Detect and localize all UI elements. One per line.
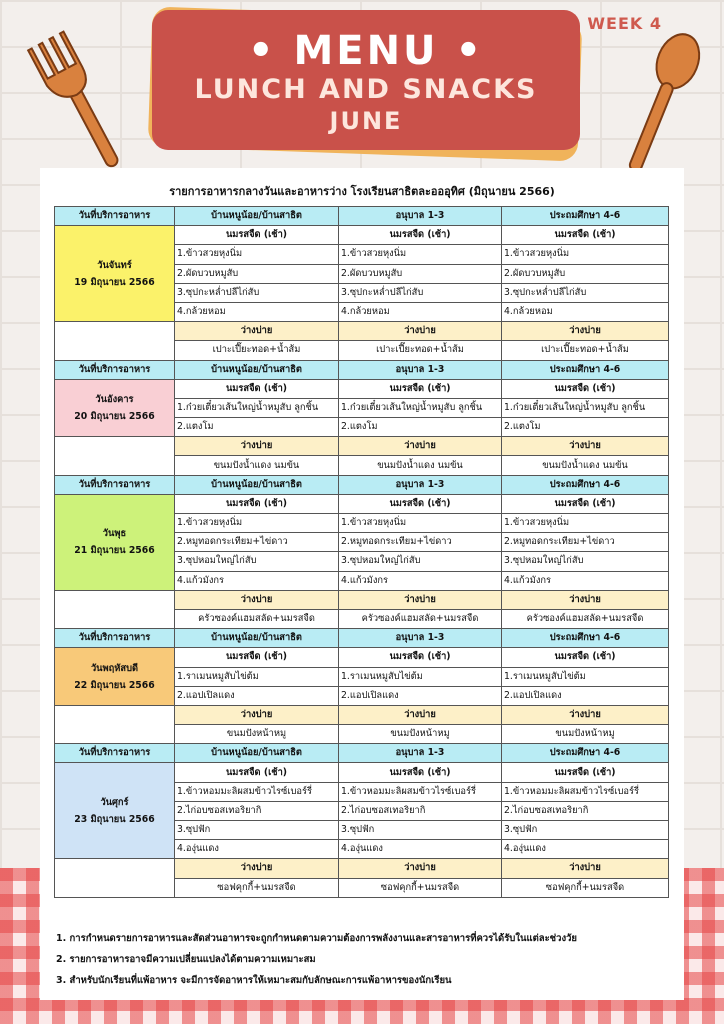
menu-item: 2.ผัดบวบหมูสับ [175, 264, 339, 283]
morning-cell: นมรสจืด (เช้า) [175, 763, 339, 782]
snack-item: ขนมปังน้ำแดง นมข้น [502, 456, 669, 475]
header-service-day: วันที่บริการอาหาร [55, 207, 175, 226]
snack-label: ว่างบ่าย [339, 590, 502, 609]
day-cell-wednesday [55, 494, 175, 590]
day-name: วันพฤหัสบดี [90, 662, 139, 674]
header-row [55, 207, 669, 226]
snack-label: ว่างบ่าย [175, 705, 339, 724]
note-2: 2. รายการอาหารอาจมีความเปลี่ยนแปลงได้ตามความเหมาะสม [56, 954, 316, 965]
menu-item: 4.องุ่นแดง [175, 840, 339, 859]
header-col3: ประถมศึกษา 4-6 [502, 744, 669, 763]
menu-item: 1.ข้าวสวยหุงนิ่ม [175, 514, 339, 533]
menu-item: 2.หมูทอดกระเทียม+ไข่ดาว [502, 533, 669, 552]
snack-label: ว่างบ่าย [175, 437, 339, 456]
snack-item: ขนมปังหน้าหมู [339, 725, 502, 744]
header-col1: บ้านหนูน้อย/บ้านสาธิต [175, 207, 339, 226]
morning-cell: นมรสจืด (เช้า) [502, 226, 669, 245]
menu-item: 3.ซุปกะหล่ำปลีไก่สับ [175, 283, 339, 302]
morning-cell: นมรสจืด (เช้า) [339, 763, 502, 782]
header-col3: ประถมศึกษา 4-6 [502, 629, 669, 648]
snack-label: ว่างบ่าย [502, 859, 669, 878]
morning-cell: นมรสจืด (เช้า) [502, 379, 669, 398]
morning-row [55, 494, 669, 513]
menu-title: • MENU • [247, 28, 485, 74]
snack-label: ว่างบ่าย [339, 859, 502, 878]
menu-item: 3.ซุปกะหล่ำปลีไก่สับ [502, 283, 669, 302]
snack-label-row [55, 859, 669, 878]
menu-item: 1.ข้าวสวยหุงนิ่ม [175, 245, 339, 264]
menu-item: 1.ข้าวสวยหุงนิ่ม [339, 514, 502, 533]
morning-cell: นมรสจืด (เช้า) [502, 763, 669, 782]
empty-cell [55, 437, 175, 475]
menu-item: 1.ราเมนหมูสับไข่ต้ม [175, 667, 339, 686]
menu-item: 4.กล้วยหอม [339, 302, 502, 321]
snack-label: ว่างบ่าย [502, 437, 669, 456]
header-col2: อนุบาล 1-3 [339, 360, 502, 379]
header-col1: บ้านหนูน้อย/บ้านสาธิต [175, 360, 339, 379]
menu-item: 4.แก้วมังกร [502, 571, 669, 590]
morning-cell: นมรสจืด (เช้า) [175, 648, 339, 667]
title-banner [152, 10, 580, 150]
empty-cell [55, 705, 175, 743]
snack-label-row [55, 590, 669, 609]
day-date: 20 มิถุนายน 2566 [74, 410, 155, 422]
header-row [55, 629, 669, 648]
morning-row [55, 763, 669, 782]
header-col3: ประถมศึกษา 4-6 [502, 207, 669, 226]
header-col1: บ้านหนูน้อย/บ้านสาธิต [175, 744, 339, 763]
snack-item: ครัวซองค์แฮมสลัด+นมรสจืด [175, 609, 339, 628]
day-cell-monday [55, 226, 175, 322]
day-name: วันศุกร์ [100, 796, 129, 808]
menu-item: 1.ข้าวหอมมะลิผสมข้าวไรซ์เบอร์รี่ [339, 782, 502, 801]
snack-item: ซอฟคุกกี้+นมรสจืด [502, 878, 669, 897]
header-col2: อนุบาล 1-3 [339, 207, 502, 226]
menu-item: 2.ไก่อบซอสเทอริยากิ [175, 801, 339, 820]
snack-label: ว่างบ่าย [502, 590, 669, 609]
document-title: รายการอาหารกลางวันและอาหารว่าง โรงเรียนสาธิตละอออุทิศ (มิถุนายน 2566) [169, 185, 555, 198]
header-col3: ประถมศึกษา 4-6 [502, 475, 669, 494]
snack-item: ขนมปังหน้าหมู [502, 725, 669, 744]
snack-label-row [55, 705, 669, 724]
header-row [55, 475, 669, 494]
menu-item: 3.ซุปฟัก [175, 821, 339, 840]
day-date: 19 มิถุนายน 2566 [74, 276, 155, 288]
week-label: WEEK 4 [587, 14, 662, 33]
header-col2: อนุบาล 1-3 [339, 475, 502, 494]
menu-item: 2.แอปเปิลแดง [175, 686, 339, 705]
snack-item: ครัวซองค์แฮมสลัด+นมรสจืด [339, 609, 502, 628]
snack-label: ว่างบ่าย [502, 705, 669, 724]
fork-icon [20, 26, 140, 176]
morning-cell: นมรสจืด (เช้า) [175, 494, 339, 513]
header-service-day: วันที่บริการอาหาร [55, 360, 175, 379]
snack-label: ว่างบ่าย [339, 437, 502, 456]
day-name: วันอังคาร [95, 393, 134, 405]
snack-item: ขนมปังน้ำแดง นมข้น [175, 456, 339, 475]
menu-item: 2.แอปเปิลแดง [339, 686, 502, 705]
day-date: 22 มิถุนายน 2566 [74, 679, 155, 691]
menu-item: 1.ก๋วยเตี๋ยวเส้นใหญ่น้ำหมูสับ ลูกชิ้น [502, 398, 669, 417]
snack-item: ขนมปังน้ำแดง นมข้น [339, 456, 502, 475]
menu-item: 1.ข้าวหอมมะลิผสมข้าวไรซ์เบอร์รี่ [175, 782, 339, 801]
header-service-day: วันที่บริการอาหาร [55, 475, 175, 494]
day-name: วันจันทร์ [97, 259, 132, 271]
note-1: 1. การกำหนดรายการอาหารและสัดส่วนอาหารจะถูกกำหนดตามความต้องการพลังงานและสารอาหารที่ควรได้รับในแต่ละช่วงวัย [56, 933, 577, 944]
snack-label: ว่างบ่าย [175, 322, 339, 341]
header-row [55, 744, 669, 763]
menu-item: 2.ผัดบวบหมูสับ [339, 264, 502, 283]
header-col1: บ้านหนูน้อย/บ้านสาธิต [175, 629, 339, 648]
header-col3: ประถมศึกษา 4-6 [502, 360, 669, 379]
note-3: 3. สำหรับนักเรียนที่แพ้อาหาร จะมีการจัดอาหารให้เหมาะสมกับลักษณะการแพ้อาหารของนักเรียน [56, 975, 452, 986]
header-row [55, 360, 669, 379]
snack-item: ครัวซองค์แฮมสลัด+นมรสจืด [502, 609, 669, 628]
snack-item: ขนมปังหน้าหมู [175, 725, 339, 744]
menu-item: 4.แก้วมังกร [175, 571, 339, 590]
menu-item: 2.แตงโม [502, 418, 669, 437]
menu-item: 1.ก๋วยเตี๋ยวเส้นใหญ่น้ำหมูสับ ลูกชิ้น [175, 398, 339, 417]
menu-item: 4.องุ่นแดง [502, 840, 669, 859]
morning-cell: นมรสจืด (เช้า) [175, 379, 339, 398]
snack-label-row [55, 437, 669, 456]
header-col2: อนุบาล 1-3 [339, 744, 502, 763]
menu-item: 4.องุ่นแดง [339, 840, 502, 859]
menu-table [54, 206, 669, 898]
menu-item: 3.ซุปกะหล่ำปลีไก่สับ [339, 283, 502, 302]
snack-item: ซอฟคุกกี้+นมรสจืด [339, 878, 502, 897]
menu-item: 2.แตงโม [339, 418, 502, 437]
menu-item: 3.ซุปหอมใหญ่ไก่สับ [339, 552, 502, 571]
menu-month: JUNE [329, 107, 403, 135]
snack-item: ซอฟคุกกี้+นมรสจืด [175, 878, 339, 897]
morning-cell: นมรสจืด (เช้า) [175, 226, 339, 245]
spoon-icon [606, 28, 716, 178]
day-date: 23 มิถุนายน 2566 [74, 813, 155, 825]
menu-item: 2.ไก่อบซอสเทอริยากิ [339, 801, 502, 820]
menu-item: 1.ราเมนหมูสับไข่ต้ม [502, 667, 669, 686]
menu-item: 3.ซุปหอมใหญ่ไก่สับ [502, 552, 669, 571]
menu-item: 3.ซุปฟัก [339, 821, 502, 840]
menu-item: 3.ซุปฟัก [502, 821, 669, 840]
snack-label: ว่างบ่าย [175, 859, 339, 878]
day-date: 21 มิถุนายน 2566 [74, 545, 155, 557]
menu-document [40, 168, 684, 1000]
empty-cell [55, 590, 175, 628]
menu-item: 1.ข้าวสวยหุงนิ่ม [502, 514, 669, 533]
menu-item: 2.แตงโม [175, 418, 339, 437]
snack-item: เปาะเปี๊ยะทอด+น้ำส้ม [502, 341, 669, 360]
snack-item: เปาะเปี๊ยะทอด+น้ำส้ม [339, 341, 502, 360]
header-col1: บ้านหนูน้อย/บ้านสาธิต [175, 475, 339, 494]
morning-cell: นมรสจืด (เช้า) [339, 648, 502, 667]
header-service-day: วันที่บริการอาหาร [55, 744, 175, 763]
snack-label: ว่างบ่าย [339, 705, 502, 724]
morning-cell: นมรสจืด (เช้า) [502, 494, 669, 513]
menu-item: 4.แก้วมังกร [339, 571, 502, 590]
menu-item: 1.ข้าวสวยหุงนิ่ม [339, 245, 502, 264]
snack-item: เปาะเปี๊ยะทอด+น้ำส้ม [175, 341, 339, 360]
header-col2: อนุบาล 1-3 [339, 629, 502, 648]
menu-item: 2.แอปเปิลแดง [502, 686, 669, 705]
morning-row [55, 226, 669, 245]
menu-item: 2.หมูทอดกระเทียม+ไข่ดาว [175, 533, 339, 552]
menu-item: 2.หมูทอดกระเทียม+ไข่ดาว [339, 533, 502, 552]
morning-cell: นมรสจืด (เช้า) [339, 226, 502, 245]
empty-cell [55, 322, 175, 360]
day-cell-thursday [55, 648, 175, 706]
morning-row [55, 379, 669, 398]
snack-label-row [55, 322, 669, 341]
menu-item: 1.ข้าวหอมมะลิผสมข้าวไรซ์เบอร์รี่ [502, 782, 669, 801]
day-name: วันพุธ [102, 528, 127, 540]
snack-label: ว่างบ่าย [502, 322, 669, 341]
morning-cell: นมรสจืด (เช้า) [339, 494, 502, 513]
morning-cell: นมรสจืด (เช้า) [502, 648, 669, 667]
header-service-day: วันที่บริการอาหาร [55, 629, 175, 648]
morning-cell: นมรสจืด (เช้า) [339, 379, 502, 398]
morning-row [55, 648, 669, 667]
day-cell-tuesday [55, 379, 175, 437]
snack-label: ว่างบ่าย [339, 322, 502, 341]
notes-section [56, 928, 676, 991]
menu-item: 1.ข้าวสวยหุงนิ่ม [502, 245, 669, 264]
snack-label: ว่างบ่าย [175, 590, 339, 609]
menu-item: 4.กล้วยหอม [175, 302, 339, 321]
menu-item: 4.กล้วยหอม [502, 302, 669, 321]
day-cell-friday [55, 763, 175, 859]
empty-cell [55, 859, 175, 897]
menu-item: 2.ผัดบวบหมูสับ [502, 264, 669, 283]
menu-item: 3.ซุปหอมใหญ่ไก่สับ [175, 552, 339, 571]
menu-item: 1.ราเมนหมูสับไข่ต้ม [339, 667, 502, 686]
menu-item: 1.ก๋วยเตี๋ยวเส้นใหญ่น้ำหมูสับ ลูกชิ้น [339, 398, 502, 417]
menu-item: 2.ไก่อบซอสเทอริยากิ [502, 801, 669, 820]
menu-subtitle: LUNCH AND SNACKS [194, 74, 538, 105]
